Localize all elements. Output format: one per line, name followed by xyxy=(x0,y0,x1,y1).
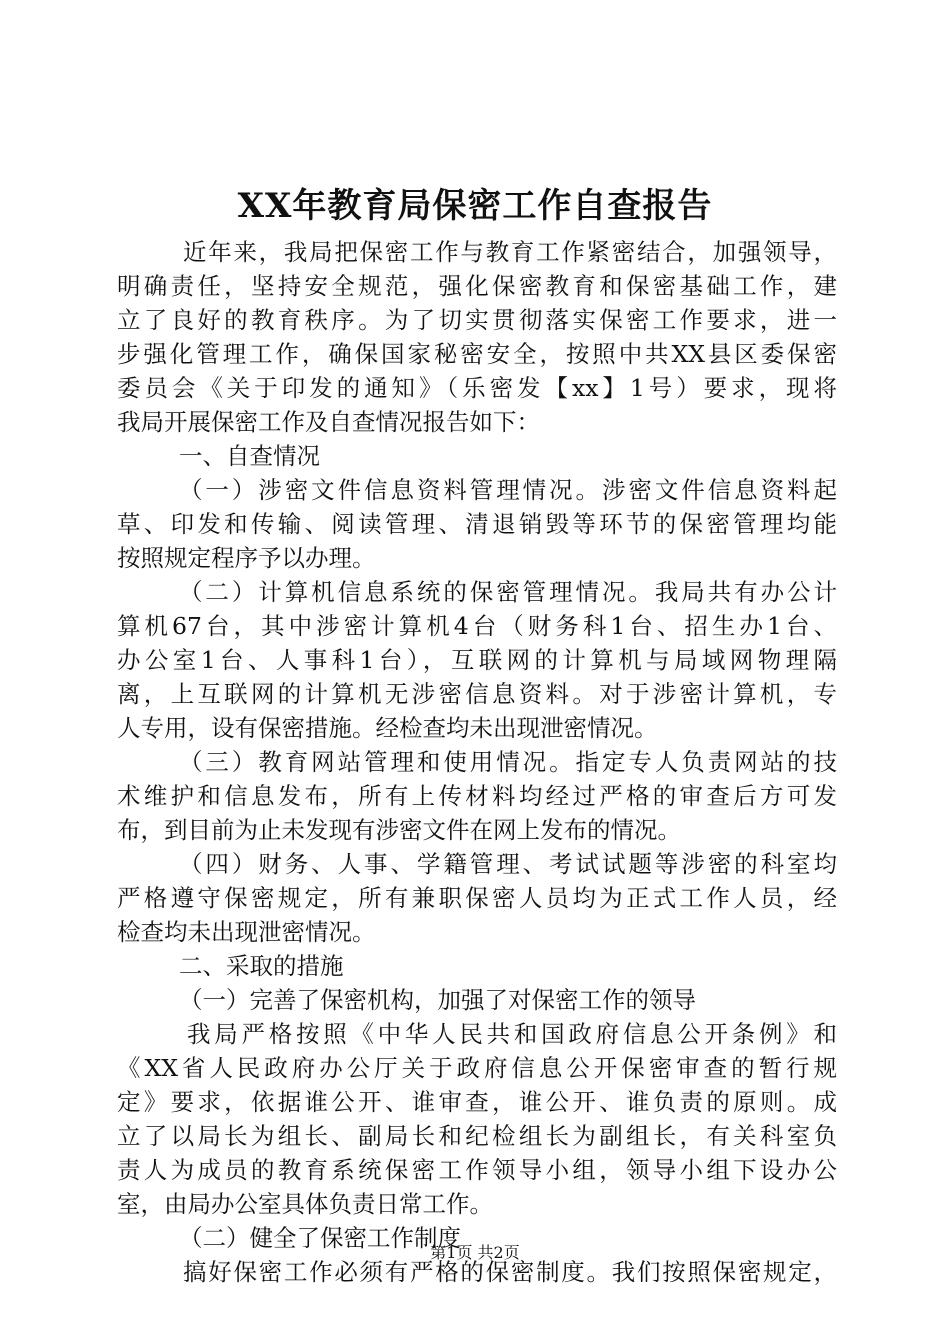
text-line: （二）健全了保密工作制度 xyxy=(179,1224,461,1252)
text-line: （一）完善了保密机构，加强了对保密工作的领导 xyxy=(179,986,696,1014)
text-line: 一、自查情况 xyxy=(179,442,320,470)
document-title: XX年教育局保密工作自查报告 xyxy=(237,186,713,226)
text-line: 步强化管理工作，确保国家秘密安全，按照中共XX县区委保密 xyxy=(117,340,837,368)
text-line: 明确责任，坚持安全规范，强化保密教育和保密基础工作，建 xyxy=(117,272,837,300)
text-line: 离，上互联网的计算机无涉密信息资料。对于涉密计算机，专 xyxy=(117,680,837,708)
text-line: 布，到目前为止未发现有涉密文件在网上发布的情况。 xyxy=(117,816,681,844)
text-line: 我局开展保密工作及自查情况报告如下： xyxy=(117,408,540,436)
text-line: 近年来，我局把保密工作与教育工作紧密结合，加强领导， xyxy=(183,238,837,266)
text-line: （四）财务、人事、学籍管理、考试试题等涉密的科室均 xyxy=(179,850,837,878)
text-line: （一）涉密文件信息资料管理情况。涉密文件信息资料起 xyxy=(179,476,837,504)
text-line: 委员会《关于印发的通知》（乐密发【xx】1号）要求，现将 xyxy=(117,374,837,402)
text-line: 定》要求，依据谁公开、谁审查，谁公开、谁负责的原则。成 xyxy=(117,1088,837,1116)
text-line: 算机67台，其中涉密计算机4台（财务科1台、招生办1台、 xyxy=(117,612,837,640)
text-line: 二、采取的措施 xyxy=(179,952,344,980)
document-body xyxy=(117,235,837,1289)
text-line: 术维护和信息发布，所有上传材料均经过严格的审查后方可发 xyxy=(117,782,837,810)
text-line: 立了良好的教育秩序。为了切实贯彻落实保密工作要求，进一 xyxy=(117,306,837,334)
text-line: 按照规定程序予以办理。 xyxy=(117,544,376,572)
text-line: 办公室1台、人事科1台），互联网的计算机与局域网物理隔 xyxy=(117,646,837,674)
page-footer: 第1页 共2页 xyxy=(430,1243,520,1262)
text-line: 我局严格按照《中华人民共和国政府信息公开条例》和 xyxy=(187,1020,837,1048)
text-line: 室，由局办公室具体负责日常工作。 xyxy=(117,1190,493,1218)
text-line: 严格遵守保密规定，所有兼职保密人员均为正式工作人员，经 xyxy=(117,884,837,912)
text-line: 责人为成员的教育系统保密工作领导小组，领导小组下设办公 xyxy=(117,1156,837,1184)
text-line: 立了以局长为组长、副局长和纪检组长为副组长，有关科室负 xyxy=(117,1122,837,1150)
text-line: 《XX省人民政府办公厅关于政府信息公开保密审查的暂行规 xyxy=(117,1054,837,1082)
text-line: （二）计算机信息系统的保密管理情况。我局共有办公计 xyxy=(179,578,837,606)
text-line: 人专用，设有保密措施。经检查均未出现泄密情况。 xyxy=(117,714,658,742)
text-line: 搞好保密工作必须有严格的保密制度。我们按照保密规定， xyxy=(183,1258,837,1286)
text-line: （三）教育网站管理和使用情况。指定专人负责网站的技 xyxy=(179,748,837,776)
text-line: 草、印发和传输、阅读管理、清退销毁等环节的保密管理均能 xyxy=(117,510,837,538)
text-line: 检查均未出现泄密情况。 xyxy=(117,918,376,946)
